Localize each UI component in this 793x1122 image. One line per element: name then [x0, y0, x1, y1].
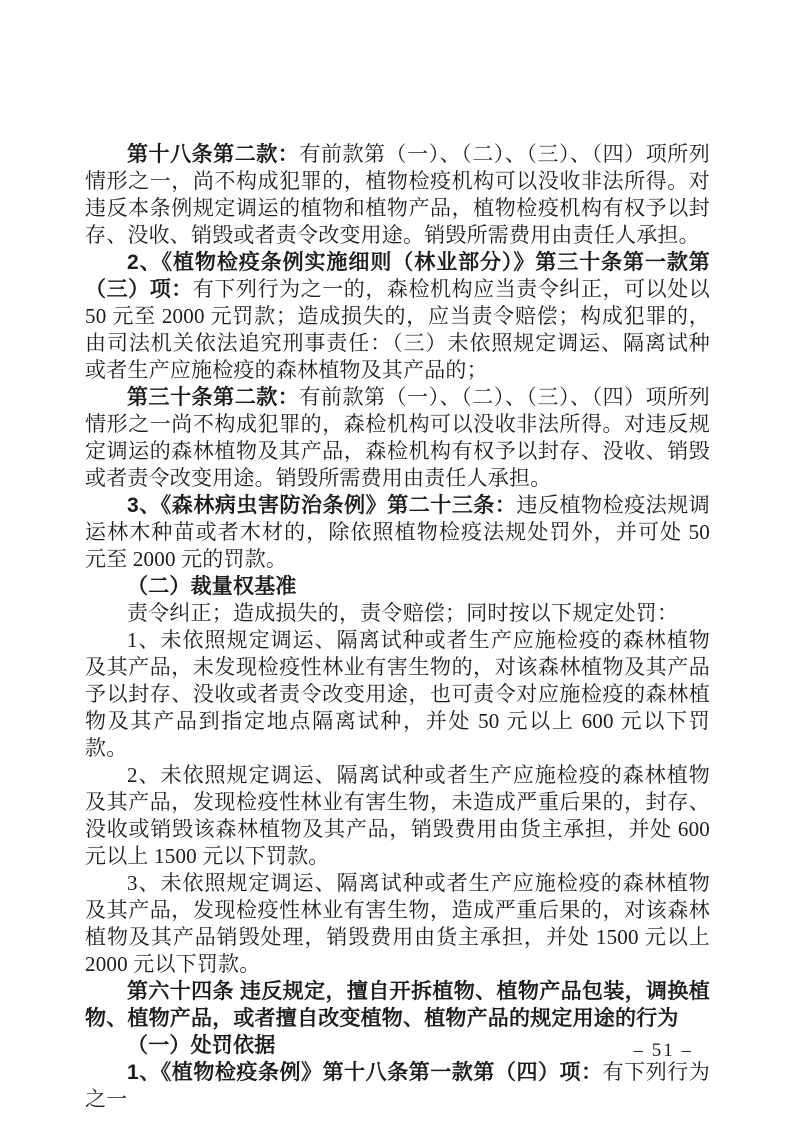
paragraph — [85, 870, 710, 978]
text-run: 2、未依照规定调运、隔离试种或者生产应施检疫的森林植物及其产品，发现检疫性林业有害生物，未造成严重后果的，封存、没收或销毁该森林植物及其产品，销毁费用由货主承担，并处 600 元以上 1500 元以下罚款。 — [85, 763, 710, 868]
paragraph — [85, 249, 710, 384]
text-run: 有前款第（一）、（二）、（三）、（四）项所列情形之一，尚不构成犯罪的，植物检疫机构可以没收非法所得。对违反本条例规定调运的植物和植物产品，植物检疫机构有权予以封存、没收、销毁或者责令改变用途。销毁所需费用由责任人承担。 — [85, 142, 710, 247]
text-run: （一）处罚依据 — [127, 1034, 276, 1057]
text-run: 2、《植物检疫条例实施细则（林业部分）》第三十条第一款第（三）项： — [85, 251, 710, 301]
text-run: 责令纠正；造成损失的，责令赔偿；同时按以下规定处罚： — [127, 601, 679, 625]
paragraph — [85, 573, 710, 600]
text-run: 违反植物检疫法规调运林木种苗或者木材的，除依照植物检疫法规处罚外，并可处 50 元至 2000 元的罚款。 — [85, 493, 710, 571]
paragraph — [85, 627, 710, 762]
paragraph — [85, 141, 710, 249]
text-run: 1、《植物检疫条例》第十八条第一款第（四）项： — [127, 1061, 603, 1084]
text-run: 3、未依照规定调运、隔离试种或者生产应施检疫的森林植物及其产品，发现检疫性林业有害生物，造成严重后果的，对该森林植物及其产品销毁处理，销毁费用由货主承担，并处 1500 元以上 2000 元以下罚款。 — [85, 871, 710, 976]
paragraph — [85, 492, 710, 573]
paragraph — [85, 1059, 710, 1113]
text-run: 3、《森林病虫害防治条例》第二十三条： — [127, 494, 517, 517]
document-body — [85, 141, 710, 1113]
text-run: 有下列行为之一 — [85, 1060, 711, 1111]
paragraph — [85, 600, 710, 627]
page-number: – 51 – — [633, 1040, 693, 1061]
text-run: 有前款第（一）、（二）、（三）、（四）项所列情形之一尚不构成犯罪的，森检机构可以没收非法所得。对违反规定调运的森林植物及其产品，森检机构有权予以封存、没收、销毁或者责令改变用途。销毁所需费用由责任人承担。 — [85, 385, 710, 490]
text-run: （二）裁量权基准 — [127, 575, 297, 598]
text-run: 第六十四条 违反规定，擅自开拆植物、植物产品包装，调换植物、植物产品，或者擅自改变植物、植物产品的规定用途的行为 — [85, 980, 710, 1030]
text-run: 1、未依照规定调运、隔离试种或者生产应施检疫的森林植物及其产品，未发现检疫性林业有害生物的，对该森林植物及其产品予以封存、没收或者责令改变用途，也可责令对应施检疫的森林植物及其产品到指定地点隔离试种，并处 50 元以上 600 元以下罚款。 — [85, 628, 710, 760]
paragraph — [85, 762, 710, 870]
text-run: 第三十条第二款： — [127, 386, 300, 409]
paragraph — [85, 1032, 710, 1059]
text-run: 有下列行为之一的，森检机构应当责令纠正，可以处以 50 元至 2000 元罚款；造成损失的，应当责令赔偿；构成犯罪的，由司法机关依法追究刑事责任：（三）未依照规定调运、隔离试种或者生产应施检疫的森林植物及其产品的； — [85, 277, 710, 382]
paragraph — [85, 384, 710, 492]
text-run: 第十八条第二款： — [127, 143, 300, 166]
paragraph — [85, 978, 710, 1032]
